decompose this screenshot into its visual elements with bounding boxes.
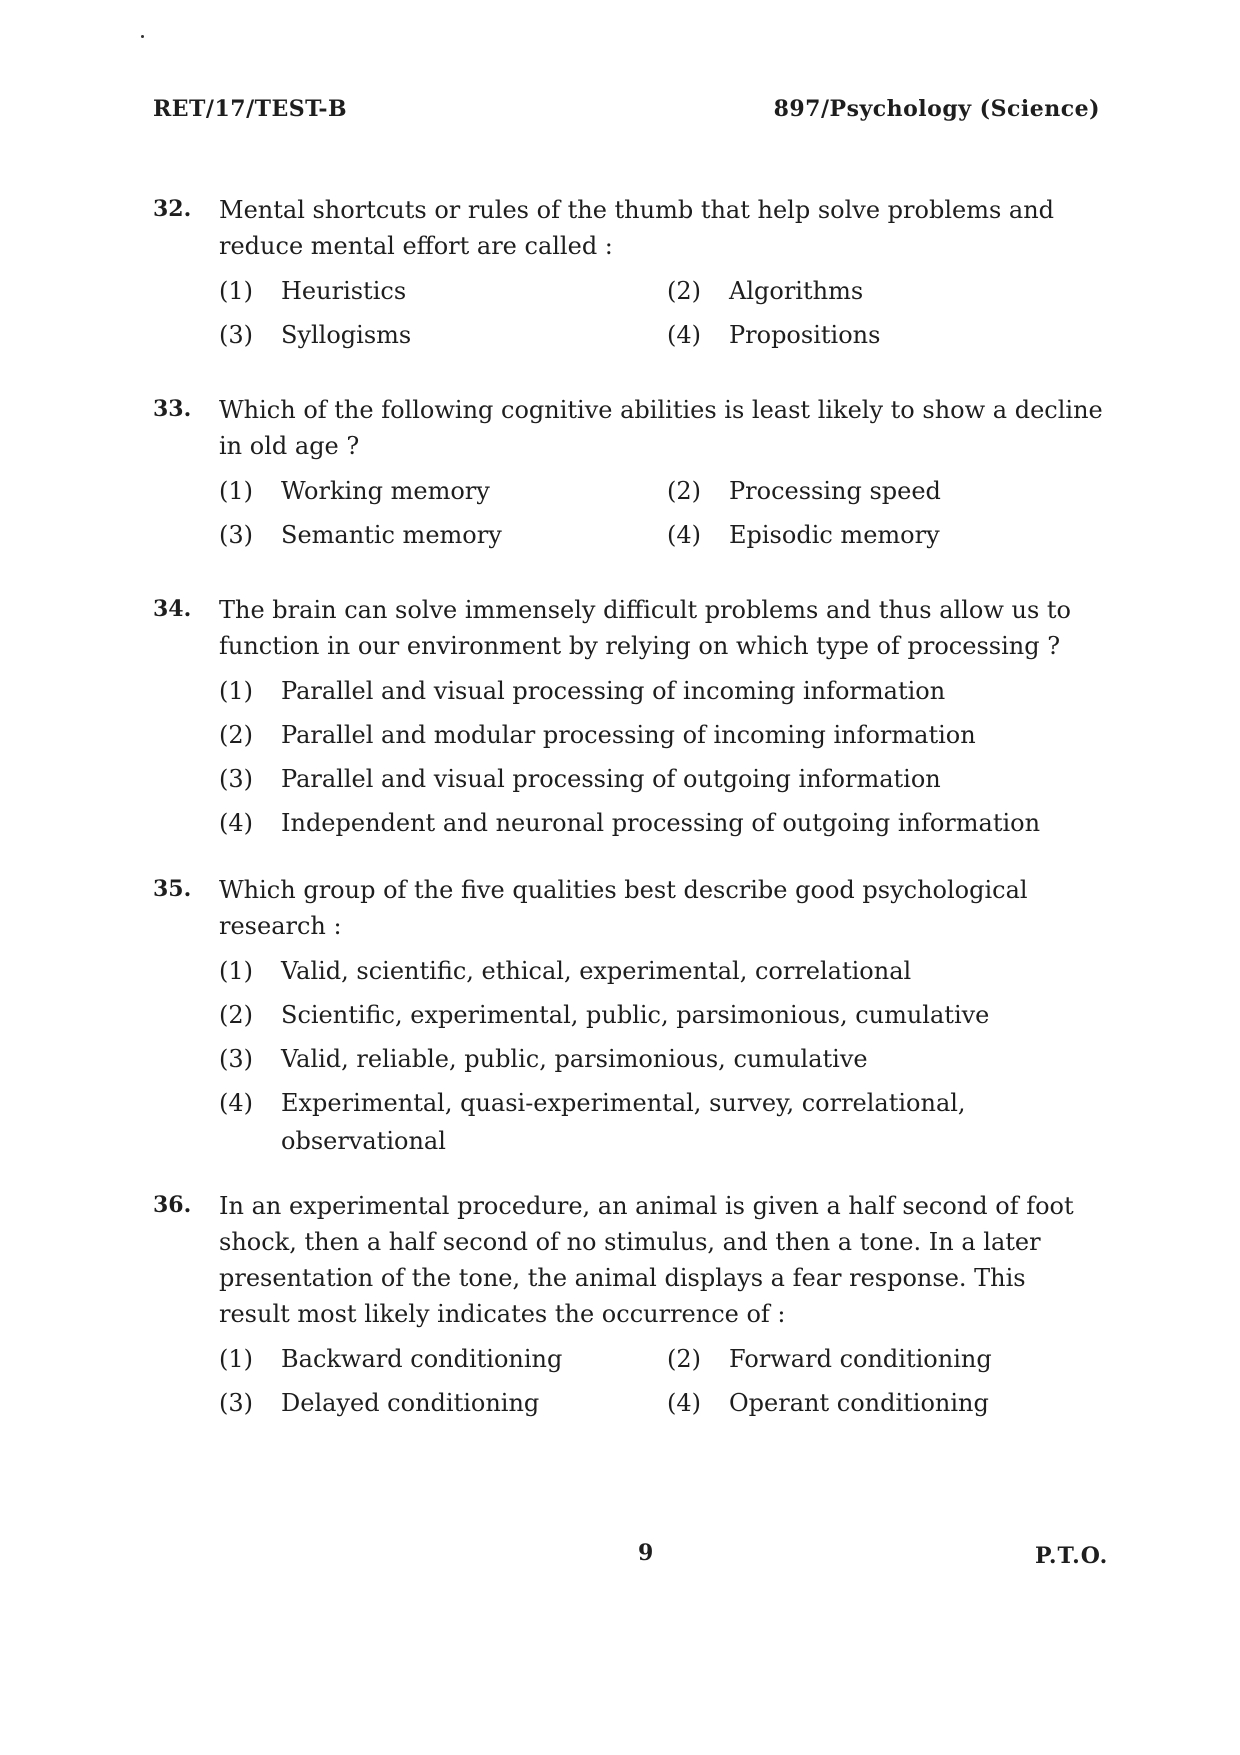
option-1[interactable]: (1) Backward conditioning (219, 1345, 563, 1373)
option-2[interactable]: (2) Scientific, experimental, public, parsimonious, cumulative (219, 1001, 990, 1029)
paper-code: RET/17/TEST-B (153, 96, 348, 122)
option-2[interactable]: (2) Processing speed (667, 477, 941, 505)
question-number: 35. (153, 876, 192, 902)
question-number: 34. (153, 596, 192, 622)
options (219, 472, 1103, 554)
question-number: 32. (153, 196, 192, 222)
option-3[interactable]: (3) Syllogisms (219, 321, 412, 349)
options (219, 672, 1103, 842)
option-1[interactable]: (1) Parallel and visual processing of incoming information (219, 677, 946, 705)
option-3[interactable]: (3) Semantic memory (219, 521, 502, 549)
question-text: Which of the following cognitive abilities is least likely to show a decline in old age ? (219, 396, 1103, 460)
option-4[interactable]: (4) Independent and neuronal processing of outgoing information (219, 809, 1041, 837)
option-1[interactable]: (1) Working memory (219, 477, 490, 505)
option-3[interactable]: (3) Valid, reliable, public, parsimonious, cumulative (219, 1045, 868, 1073)
options (219, 272, 1103, 354)
option-4[interactable]: (4) Propositions (667, 321, 881, 349)
question-text: Which group of the five qualities best describe good psychological research : (219, 876, 1028, 940)
question-text: The brain can solve immensely difficult problems and thus allow us to function in our environment by relying on which type of processing ? (219, 596, 1071, 660)
option-2[interactable]: (2) Algorithms (667, 277, 864, 305)
question-text: In an experimental procedure, an animal is given a half second of foot shock, then a half second of no stimulus, and then a tone. In a later presentation of the tone, the animal displays a fear response. This result most likely indicates the occurrence of : (219, 1192, 1074, 1328)
option-4[interactable]: (4) Operant conditioning (667, 1389, 989, 1417)
option-1[interactable]: (1) Valid, scientific, ethical, experimental, correlational (219, 957, 912, 985)
question-number: 33. (153, 396, 192, 422)
question-text: Mental shortcuts or rules of the thumb that help solve problems and reduce mental effort are called : (219, 196, 1055, 260)
question-36 (153, 1188, 1103, 1422)
question-number: 36. (153, 1192, 192, 1218)
option-3[interactable]: (3) Delayed conditioning (219, 1389, 540, 1417)
option-2[interactable]: (2) Parallel and modular processing of incoming information (219, 721, 976, 749)
question-35 (153, 872, 1103, 1166)
subject-title: 897/Psychology (Science) (773, 96, 1100, 122)
question-34 (153, 592, 1103, 848)
question-33 (153, 392, 1103, 554)
question-32 (153, 192, 1103, 354)
option-2[interactable]: (2) Forward conditioning (667, 1345, 992, 1373)
page-number: 9 (638, 1540, 654, 1566)
option-4[interactable]: (4) Episodic memory (667, 521, 940, 549)
options (219, 1340, 1103, 1422)
option-1[interactable]: (1) Heuristics (219, 277, 407, 305)
scan-dot (141, 35, 144, 38)
options (219, 952, 1103, 1160)
option-4[interactable]: (4) Experimental, quasi-experimental, survey, correlational, observational (219, 1089, 966, 1155)
pto-label: P.T.O. (1035, 1543, 1109, 1569)
option-3[interactable]: (3) Parallel and visual processing of outgoing information (219, 765, 941, 793)
